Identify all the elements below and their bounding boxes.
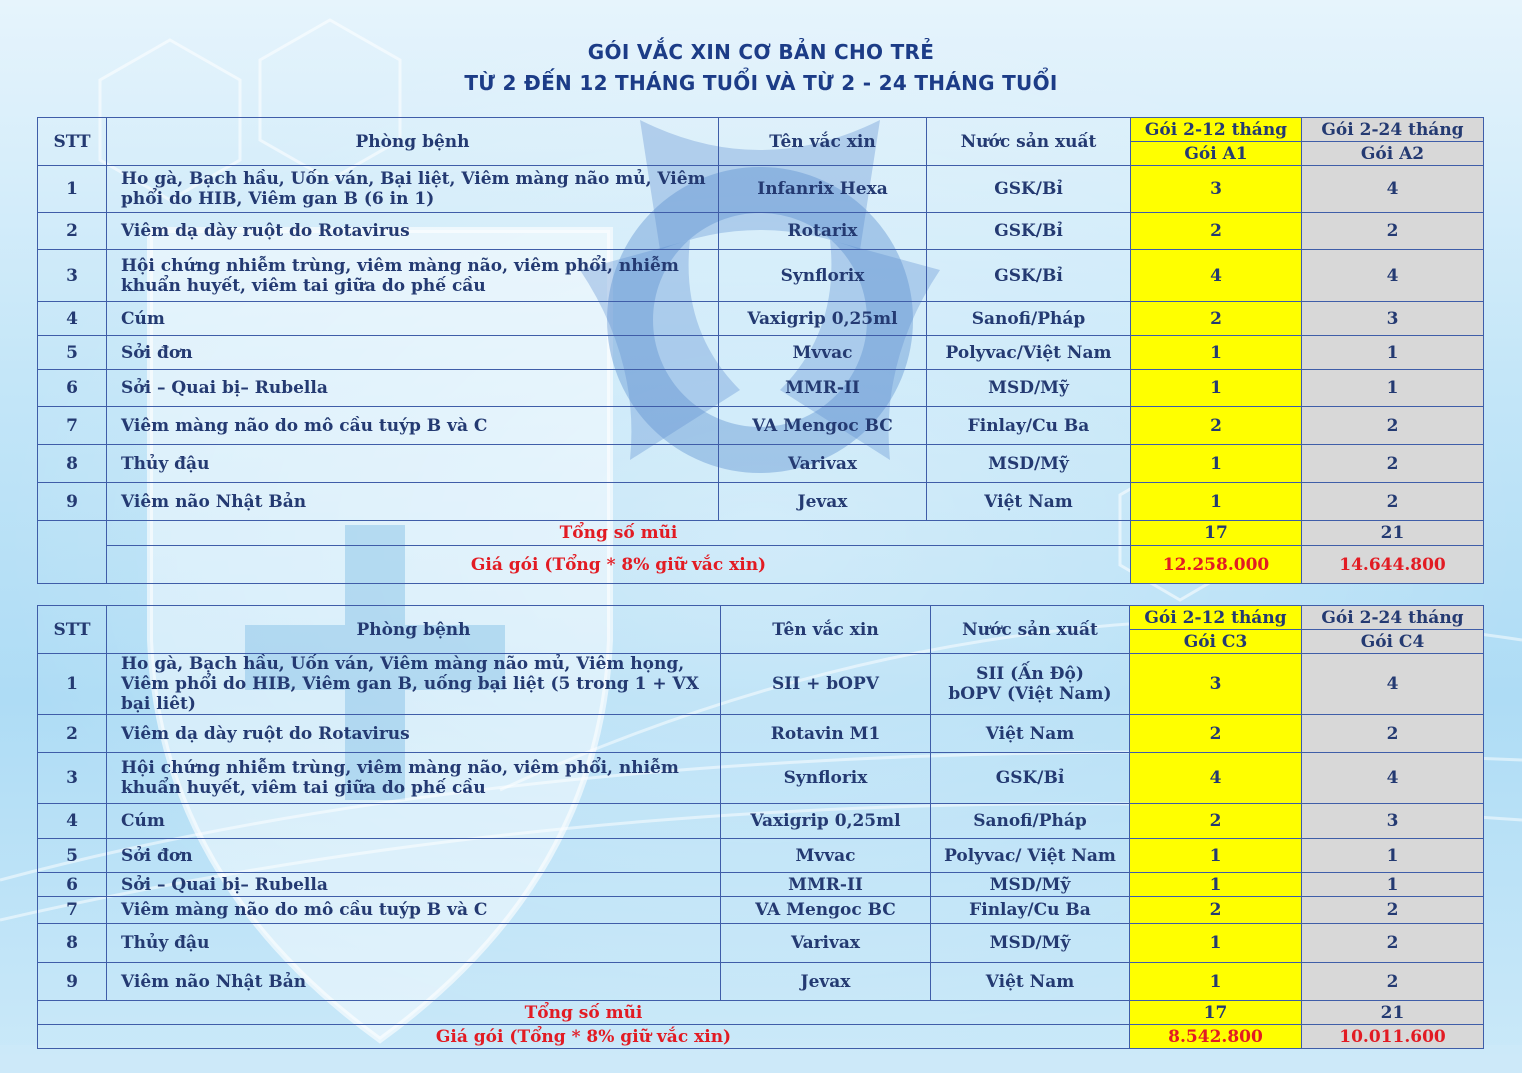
- row-country: GSK/Bỉ: [927, 213, 1131, 250]
- row-country: [931, 654, 1130, 715]
- row-country: Polyvac/Việt Nam: [927, 336, 1131, 370]
- row-country: Sanofi/Pháp: [931, 804, 1130, 839]
- row-country: GSK/Bỉ: [927, 250, 1131, 302]
- header-package-b-name: Gói A2: [1302, 142, 1484, 166]
- row-country-line2: bOPV (Việt Nam): [948, 684, 1112, 704]
- total-label: Tổng số mũi: [107, 521, 1131, 546]
- price-label: Giá gói (Tổng * 8% giữ vắc xin): [38, 1025, 1130, 1049]
- price-row: [38, 546, 1484, 584]
- row-package-a-doses: 2: [1131, 407, 1302, 445]
- row-disease: Hội chứng nhiễm trùng, viêm màng não, viêm phổi, nhiễm khuẩn huyết, viêm tai giữa do phế cầu: [107, 753, 721, 804]
- table-row: [38, 250, 1484, 302]
- table-header-row: [38, 118, 1484, 142]
- row-package-b-doses: 2: [1302, 924, 1484, 963]
- row-country: GSK/Bỉ: [927, 166, 1131, 213]
- row-country: Việt Nam: [931, 963, 1130, 1001]
- row-stt: 4: [38, 302, 107, 336]
- row-disease: Cúm: [107, 804, 721, 839]
- row-vaccine: VA Mengoc BC: [721, 897, 931, 924]
- table-row: [38, 213, 1484, 250]
- row-vaccine: Infanrix Hexa: [719, 166, 927, 213]
- table-row: [38, 715, 1484, 753]
- header-disease: Phòng bệnh: [107, 118, 719, 166]
- row-stt: 6: [38, 873, 107, 897]
- row-vaccine: Jevax: [719, 483, 927, 521]
- row-disease: Sởi – Quai bị– Rubella: [107, 873, 721, 897]
- row-package-a-doses: 1: [1131, 336, 1302, 370]
- row-country: Việt Nam: [931, 715, 1130, 753]
- row-package-b-doses: 4: [1302, 753, 1484, 804]
- row-disease: Viêm dạ dày ruột do Rotavirus: [107, 715, 721, 753]
- row-package-b-doses: 2: [1302, 963, 1484, 1001]
- total-label: Tổng số mũi: [38, 1001, 1130, 1025]
- total-row: [38, 521, 1484, 546]
- row-package-a-doses: 3: [1131, 166, 1302, 213]
- table-row: [38, 753, 1484, 804]
- row-package-b-doses: 2: [1302, 897, 1484, 924]
- row-package-b-doses: 1: [1302, 370, 1484, 407]
- row-country: MSD/Mỹ: [931, 873, 1130, 897]
- row-package-a-doses: 1: [1130, 839, 1302, 873]
- row-vaccine: MMR-II: [719, 370, 927, 407]
- row-country: Việt Nam: [927, 483, 1131, 521]
- table-row: [38, 897, 1484, 924]
- row-package-a-doses: 1: [1131, 370, 1302, 407]
- row-package-a-doses: 1: [1130, 963, 1302, 1001]
- header-package-a-name: Gói A1: [1131, 142, 1302, 166]
- row-disease: Sởi đơn: [107, 839, 721, 873]
- row-package-b-doses: 2: [1302, 407, 1484, 445]
- price-row: [38, 1025, 1484, 1049]
- row-package-a-doses: 1: [1131, 445, 1302, 483]
- table-row: [38, 370, 1484, 407]
- total-stt-empty: [38, 521, 107, 546]
- row-vaccine: Rotavin M1: [721, 715, 931, 753]
- row-package-a-doses: 4: [1131, 250, 1302, 302]
- row-package-b-doses: 3: [1302, 804, 1484, 839]
- row-disease: Sởi – Quai bị– Rubella: [107, 370, 719, 407]
- row-stt: 9: [38, 963, 107, 1001]
- table-row: [38, 839, 1484, 873]
- row-stt: 8: [38, 445, 107, 483]
- table-row: [38, 654, 1484, 715]
- row-package-b-doses: 2: [1302, 445, 1484, 483]
- total-package-a: 17: [1131, 521, 1302, 546]
- row-stt: 1: [38, 654, 107, 715]
- row-stt: 9: [38, 483, 107, 521]
- table-row: [38, 407, 1484, 445]
- row-stt: 6: [38, 370, 107, 407]
- table-row: [38, 166, 1484, 213]
- row-disease: Sởi đơn: [107, 336, 719, 370]
- row-disease: Viêm não Nhật Bản: [107, 483, 719, 521]
- row-stt: 5: [38, 839, 107, 873]
- row-package-b-doses: 4: [1302, 166, 1484, 213]
- row-package-b-doses: 4: [1302, 654, 1484, 715]
- header-country: Nước sản xuất: [927, 118, 1131, 166]
- header-package-b-period: Gói 2-24 tháng: [1302, 606, 1484, 630]
- row-vaccine: Rotarix: [719, 213, 927, 250]
- price-stt-empty: [38, 546, 107, 584]
- header-stt: STT: [38, 118, 107, 166]
- row-vaccine: MMR-II: [721, 873, 931, 897]
- row-country: Polyvac/ Việt Nam: [931, 839, 1130, 873]
- header-vaccine: Tên vắc xin: [721, 606, 931, 654]
- row-stt: 8: [38, 924, 107, 963]
- row-country: MSD/Mỹ: [931, 924, 1130, 963]
- row-package-b-doses: 3: [1302, 302, 1484, 336]
- price-package-b: 14.644.800: [1302, 546, 1484, 584]
- header-package-b-name: Gói C4: [1302, 630, 1484, 654]
- table-header-row: [38, 606, 1484, 630]
- row-vaccine: Vaxigrip 0,25ml: [719, 302, 927, 336]
- vaccine-package-table-c: [37, 605, 1484, 1049]
- table-row: [38, 483, 1484, 521]
- row-country: Finlay/Cu Ba: [931, 897, 1130, 924]
- row-package-a-doses: 1: [1131, 483, 1302, 521]
- row-package-a-doses: 1: [1130, 924, 1302, 963]
- total-package-a: 17: [1130, 1001, 1302, 1025]
- header-package-a-period: Gói 2-12 tháng: [1131, 118, 1302, 142]
- row-vaccine: Varivax: [719, 445, 927, 483]
- row-vaccine: VA Mengoc BC: [719, 407, 927, 445]
- price-label: Giá gói (Tổng * 8% giữ vắc xin): [107, 546, 1131, 584]
- price-package-a: 8.542.800: [1130, 1025, 1302, 1049]
- row-package-b-doses: 2: [1302, 483, 1484, 521]
- row-vaccine: Mvvac: [721, 839, 931, 873]
- header-package-a-name: Gói C3: [1130, 630, 1302, 654]
- table-row: [38, 302, 1484, 336]
- vaccine-package-table-a: [37, 117, 1484, 584]
- row-stt: 7: [38, 407, 107, 445]
- row-stt: 4: [38, 804, 107, 839]
- row-vaccine: Synflorix: [721, 753, 931, 804]
- row-package-b-doses: 2: [1302, 715, 1484, 753]
- table-row: [38, 924, 1484, 963]
- header-country: Nước sản xuất: [931, 606, 1130, 654]
- row-disease: Viêm não Nhật Bản: [107, 963, 721, 1001]
- header-vaccine: Tên vắc xin: [719, 118, 927, 166]
- row-stt: 7: [38, 897, 107, 924]
- row-package-a-doses: 2: [1130, 897, 1302, 924]
- row-stt: 5: [38, 336, 107, 370]
- row-vaccine: Synflorix: [719, 250, 927, 302]
- row-package-b-doses: 1: [1302, 839, 1484, 873]
- row-stt: 2: [38, 213, 107, 250]
- row-vaccine: Jevax: [721, 963, 931, 1001]
- header-package-a-period: Gói 2-12 tháng: [1130, 606, 1302, 630]
- row-disease: Hội chứng nhiễm trùng, viêm màng não, viêm phổi, nhiễm khuẩn huyết, viêm tai giữa do phế cầu: [107, 250, 719, 302]
- row-package-a-doses: 4: [1130, 753, 1302, 804]
- table-row: [38, 336, 1484, 370]
- header-stt: STT: [38, 606, 107, 654]
- price-package-a: 12.258.000: [1131, 546, 1302, 584]
- row-disease: Viêm dạ dày ruột do Rotavirus: [107, 213, 719, 250]
- table-row: [38, 445, 1484, 483]
- header-package-b-period: Gói 2-24 tháng: [1302, 118, 1484, 142]
- row-package-b-doses: 2: [1302, 213, 1484, 250]
- row-package-b-doses: 1: [1302, 336, 1484, 370]
- row-package-a-doses: 3: [1130, 654, 1302, 715]
- row-disease: Cúm: [107, 302, 719, 336]
- table-row: [38, 804, 1484, 839]
- row-disease: Ho gà, Bạch hầu, Uốn ván, Bại liệt, Viêm màng não mủ, Viêm phổi do HIB, Viêm gan B (6 in 1): [107, 166, 719, 213]
- table-row: [38, 873, 1484, 897]
- row-stt: 1: [38, 166, 107, 213]
- row-disease: Thủy đậu: [107, 924, 721, 963]
- total-row: [38, 1001, 1484, 1025]
- total-package-b: 21: [1302, 521, 1484, 546]
- row-country: GSK/Bỉ: [931, 753, 1130, 804]
- row-package-a-doses: 2: [1130, 715, 1302, 753]
- total-package-b: 21: [1302, 1001, 1484, 1025]
- row-stt: 3: [38, 753, 107, 804]
- row-vaccine: SII + bOPV: [721, 654, 931, 715]
- row-package-a-doses: 2: [1130, 804, 1302, 839]
- row-disease: Thủy đậu: [107, 445, 719, 483]
- row-country: Sanofi/Pháp: [927, 302, 1131, 336]
- row-country: MSD/Mỹ: [927, 370, 1131, 407]
- row-country: MSD/Mỹ: [927, 445, 1131, 483]
- row-package-b-doses: 1: [1302, 873, 1484, 897]
- row-disease: Ho gà, Bạch hầu, Uốn ván, Viêm màng não mủ, Viêm họng, Viêm phổi do HIB, Viêm gan B, uống bại liệt (5 trong 1 + VX bại liêt): [107, 654, 721, 715]
- row-package-a-doses: 2: [1131, 302, 1302, 336]
- row-vaccine: Vaxigrip 0,25ml: [721, 804, 931, 839]
- row-disease: Viêm màng não do mô cầu tuýp B và C: [107, 407, 719, 445]
- header-disease: Phòng bệnh: [107, 606, 721, 654]
- row-country-line1: SII (Ấn Độ): [976, 664, 1084, 684]
- row-package-a-doses: 2: [1131, 213, 1302, 250]
- row-vaccine: Varivax: [721, 924, 931, 963]
- row-country: Finlay/Cu Ba: [927, 407, 1131, 445]
- page-title-line2: TỪ 2 ĐẾN 12 THÁNG TUỔI VÀ TỪ 2 - 24 THÁNG TUỔI: [464, 71, 1058, 95]
- table-row: [38, 963, 1484, 1001]
- row-package-b-doses: 4: [1302, 250, 1484, 302]
- price-package-b: 10.011.600: [1302, 1025, 1484, 1049]
- row-stt: 2: [38, 715, 107, 753]
- row-vaccine: Mvvac: [719, 336, 927, 370]
- page-title-line1: GÓI VẮC XIN CƠ BẢN CHO TRẺ: [587, 40, 935, 64]
- row-stt: 3: [38, 250, 107, 302]
- row-package-a-doses: 1: [1130, 873, 1302, 897]
- row-disease: Viêm màng não do mô cầu tuýp B và C: [107, 897, 721, 924]
